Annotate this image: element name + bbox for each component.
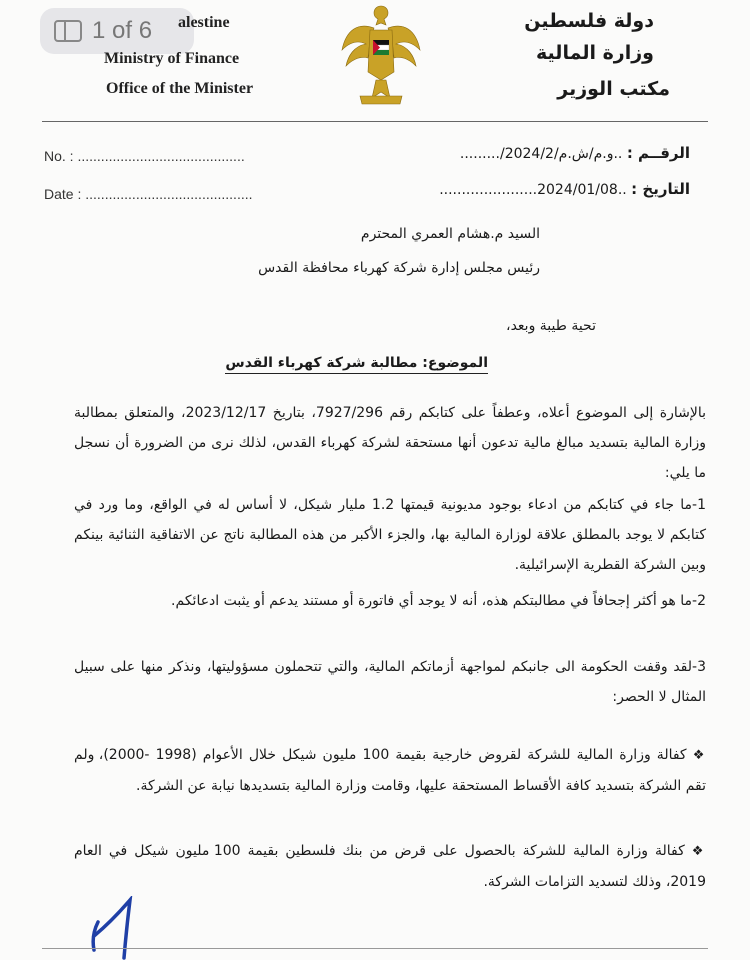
ref-no-label-en: No. : [44,148,74,164]
bullet-item-2-text: كفالة وزارة المالية للشركة بالحصول على قرض من بنك فلسطين بقيمة 100 مليون شيكل في العام 2019، وذلك لتسديد التزامات الشركة. [74,843,706,890]
ref-no-en [44,148,245,164]
page-indicator[interactable] [40,8,194,54]
header-state-en: alestine [178,14,230,31]
point-2: 2-ما هو أكثر إجحافاً في مطالبتكم هذه، أنه لا يوجد أي فاتورة أو مستند يدعم أو يثبت ادعائكم. [171,593,706,609]
greeting: تحية طيبة وبعد، [506,318,596,334]
ref-no-ar [460,144,690,162]
ref-date-ar [439,180,690,198]
footer-divider [42,948,708,949]
point-1: 1-ما جاء في كتابكم من ادعاء بوجود مديونية قيمتها 1.2 مليار شيكل، لا أساس له في الواقع، وما ورد في كتابكم لا يوجد بالمطلق علاقة لوزارة المالية بها، والجزء الأكبر من هذه المطالبة ناتج عن الاتفاقية الثنائية بينكم وبين الشركة القطرية الإسرائيلية. [74,497,706,573]
sidebar-icon [54,20,82,42]
bullet-icon: ❖ [691,844,706,859]
bullet-item-2 [74,836,706,897]
bullet-icon: ❖ [692,748,706,763]
ref-date-dots-en: ........................................... [85,186,253,202]
ref-no-dots-en: ........................................... [77,148,245,164]
page-indicator-text: 1 of 6 [92,17,153,44]
bullet-item-1-text: كفالة وزارة المالية للشركة لقروض خارجية بقيمة 100 مليون شيكل خلال الأعوام (1998 -2000)، ولم تقم الشركة بتسديد كافة الأقساط المستحقة عليها، وقامت وزارة المالية بتسديدها نيابة عن الشركة. [74,747,706,794]
addressee-name: السيد م.هشام العمري المحترم [360,226,540,242]
bullet-item-1 [74,740,706,801]
ref-date-label-ar: التاريخ : [631,180,690,198]
header-ministry-en: Ministry of Finance [104,50,240,67]
ref-date-value-ar: ..2024/01/08...................... [439,182,627,198]
addressee-title: رئيس مجلس إدارة شركة كهرباء محافظة القدس [258,260,540,276]
signature-mark [84,896,154,960]
header-divider [42,121,708,122]
header-state-ar: دولة فلسطين [524,10,654,32]
subject-line: الموضوع: مطالبة شركة كهرباء القدس [225,355,488,374]
header-ministry-ar: وزارة المالية [536,42,654,64]
palestine-eagle-emblem-icon [336,0,426,112]
header-office-en: Office of the Minister [106,80,254,97]
intro-paragraph: بالإشارة إلى الموضوع أعلاه، وعطفاً على كتابكم رقم 7927/296، بتاريخ 2023/12/17، والمتعلق بمطالبة وزارة المالية بتسديد مبالغ مالية تدعون أنها مستحقة لشركة كهرباء القدس، لذلك نرى من الضرورة أن نسجل ما يلي: [74,405,706,481]
ref-date-label-en: Date : [44,186,82,202]
ref-no-value-ar: ..و.م/ش.م/2024/2/......... [459,146,623,162]
point-3: 3-لقد وقفت الحكومة الى جانبكم لمواجهة أزماتكم المالية، والتي تتحملون مسؤوليتها، ونذكر منها على سبيل المثال لا الحصر: [74,659,706,705]
ref-no-label-ar: الرقــم : [626,144,690,162]
ref-date-en [44,186,253,202]
header-office-ar: مكتب الوزير [557,78,670,100]
